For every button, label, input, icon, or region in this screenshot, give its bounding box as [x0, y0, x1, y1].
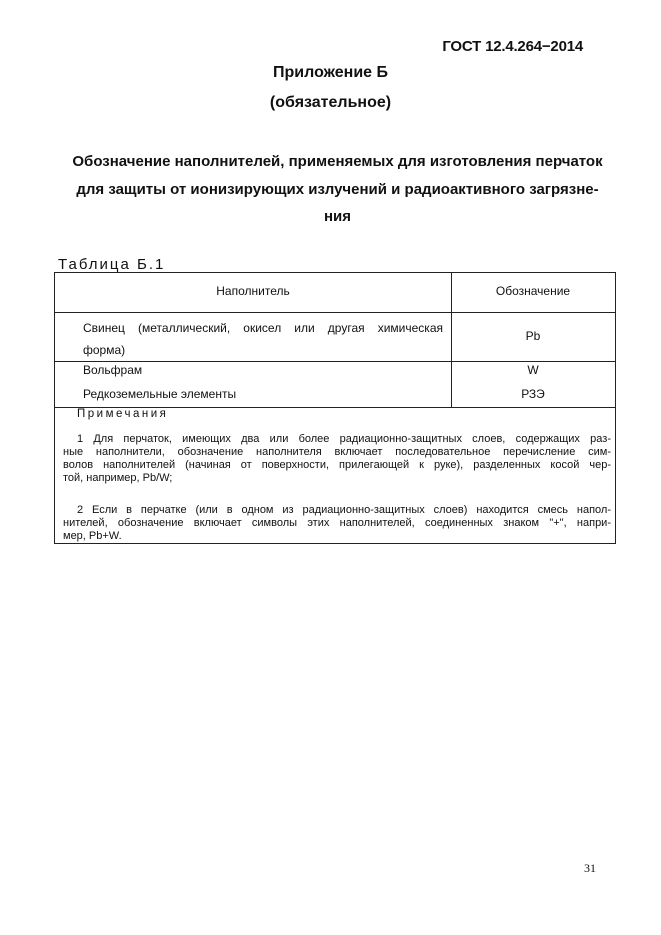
- section-heading-line: для защиты от ионизирующих излучений и радиоактивного загрязне-: [76, 180, 599, 198]
- note-item: [63, 504, 611, 543]
- page-number: 31: [584, 861, 596, 875]
- table-row-filler: Редкоземельные элементы: [83, 387, 237, 401]
- note-line: 2 Если в перчатке (или в одном из радиационно-защитных слоев) находится смесь напол-: [77, 504, 611, 516]
- section-heading-line: Обозначение наполнителей, применяемых для изготовления перчаток: [72, 153, 603, 170]
- filler-line: Свинец (металлический, окисел или другая химическая: [83, 321, 443, 335]
- appendix-type: (обязательное): [269, 94, 392, 111]
- table-row-filler: [83, 317, 443, 361]
- column-header-designation: Обозначение: [495, 284, 571, 298]
- section-heading-line: ния: [323, 208, 352, 225]
- row-divider: [55, 312, 615, 313]
- note-line: нителей, обозначение включает символы этих наполнителей, соединенных знаком "+", напри-: [63, 517, 611, 529]
- note-line: ные наполнители, обозначение наполнителя включает последовательное перечисление сим-: [63, 446, 611, 458]
- section-heading: [55, 148, 620, 231]
- table-caption: Таблица Б.1: [58, 256, 166, 273]
- column-header-filler: Наполнитель: [216, 284, 290, 298]
- table-row-designation: W: [527, 363, 539, 377]
- table-row-designation: Pb: [525, 329, 541, 343]
- note-line: волов наполнителей (начиная от поверхности, прилегающей к руке), разделенных косой чер-: [63, 459, 611, 471]
- note-line: той, например, Pb/W;: [63, 472, 173, 484]
- table-row-filler: Вольфрам: [83, 363, 143, 377]
- appendix-title: Приложение Б: [273, 64, 388, 81]
- notes-label: Примечания: [77, 408, 169, 420]
- filler-line: форма): [83, 343, 126, 357]
- filler-table: [54, 272, 616, 544]
- table-row-designation: РЗЭ: [521, 387, 545, 401]
- note-line: мер, Pb+W.: [63, 530, 122, 542]
- note-line: 1 Для перчаток, имеющих два или более радиационно-защитных слоев, содержащих раз-: [77, 433, 611, 445]
- note-item: [63, 433, 611, 485]
- standard-code: ГОСТ 12.4.264−2014: [442, 38, 583, 55]
- row-divider: [55, 361, 615, 362]
